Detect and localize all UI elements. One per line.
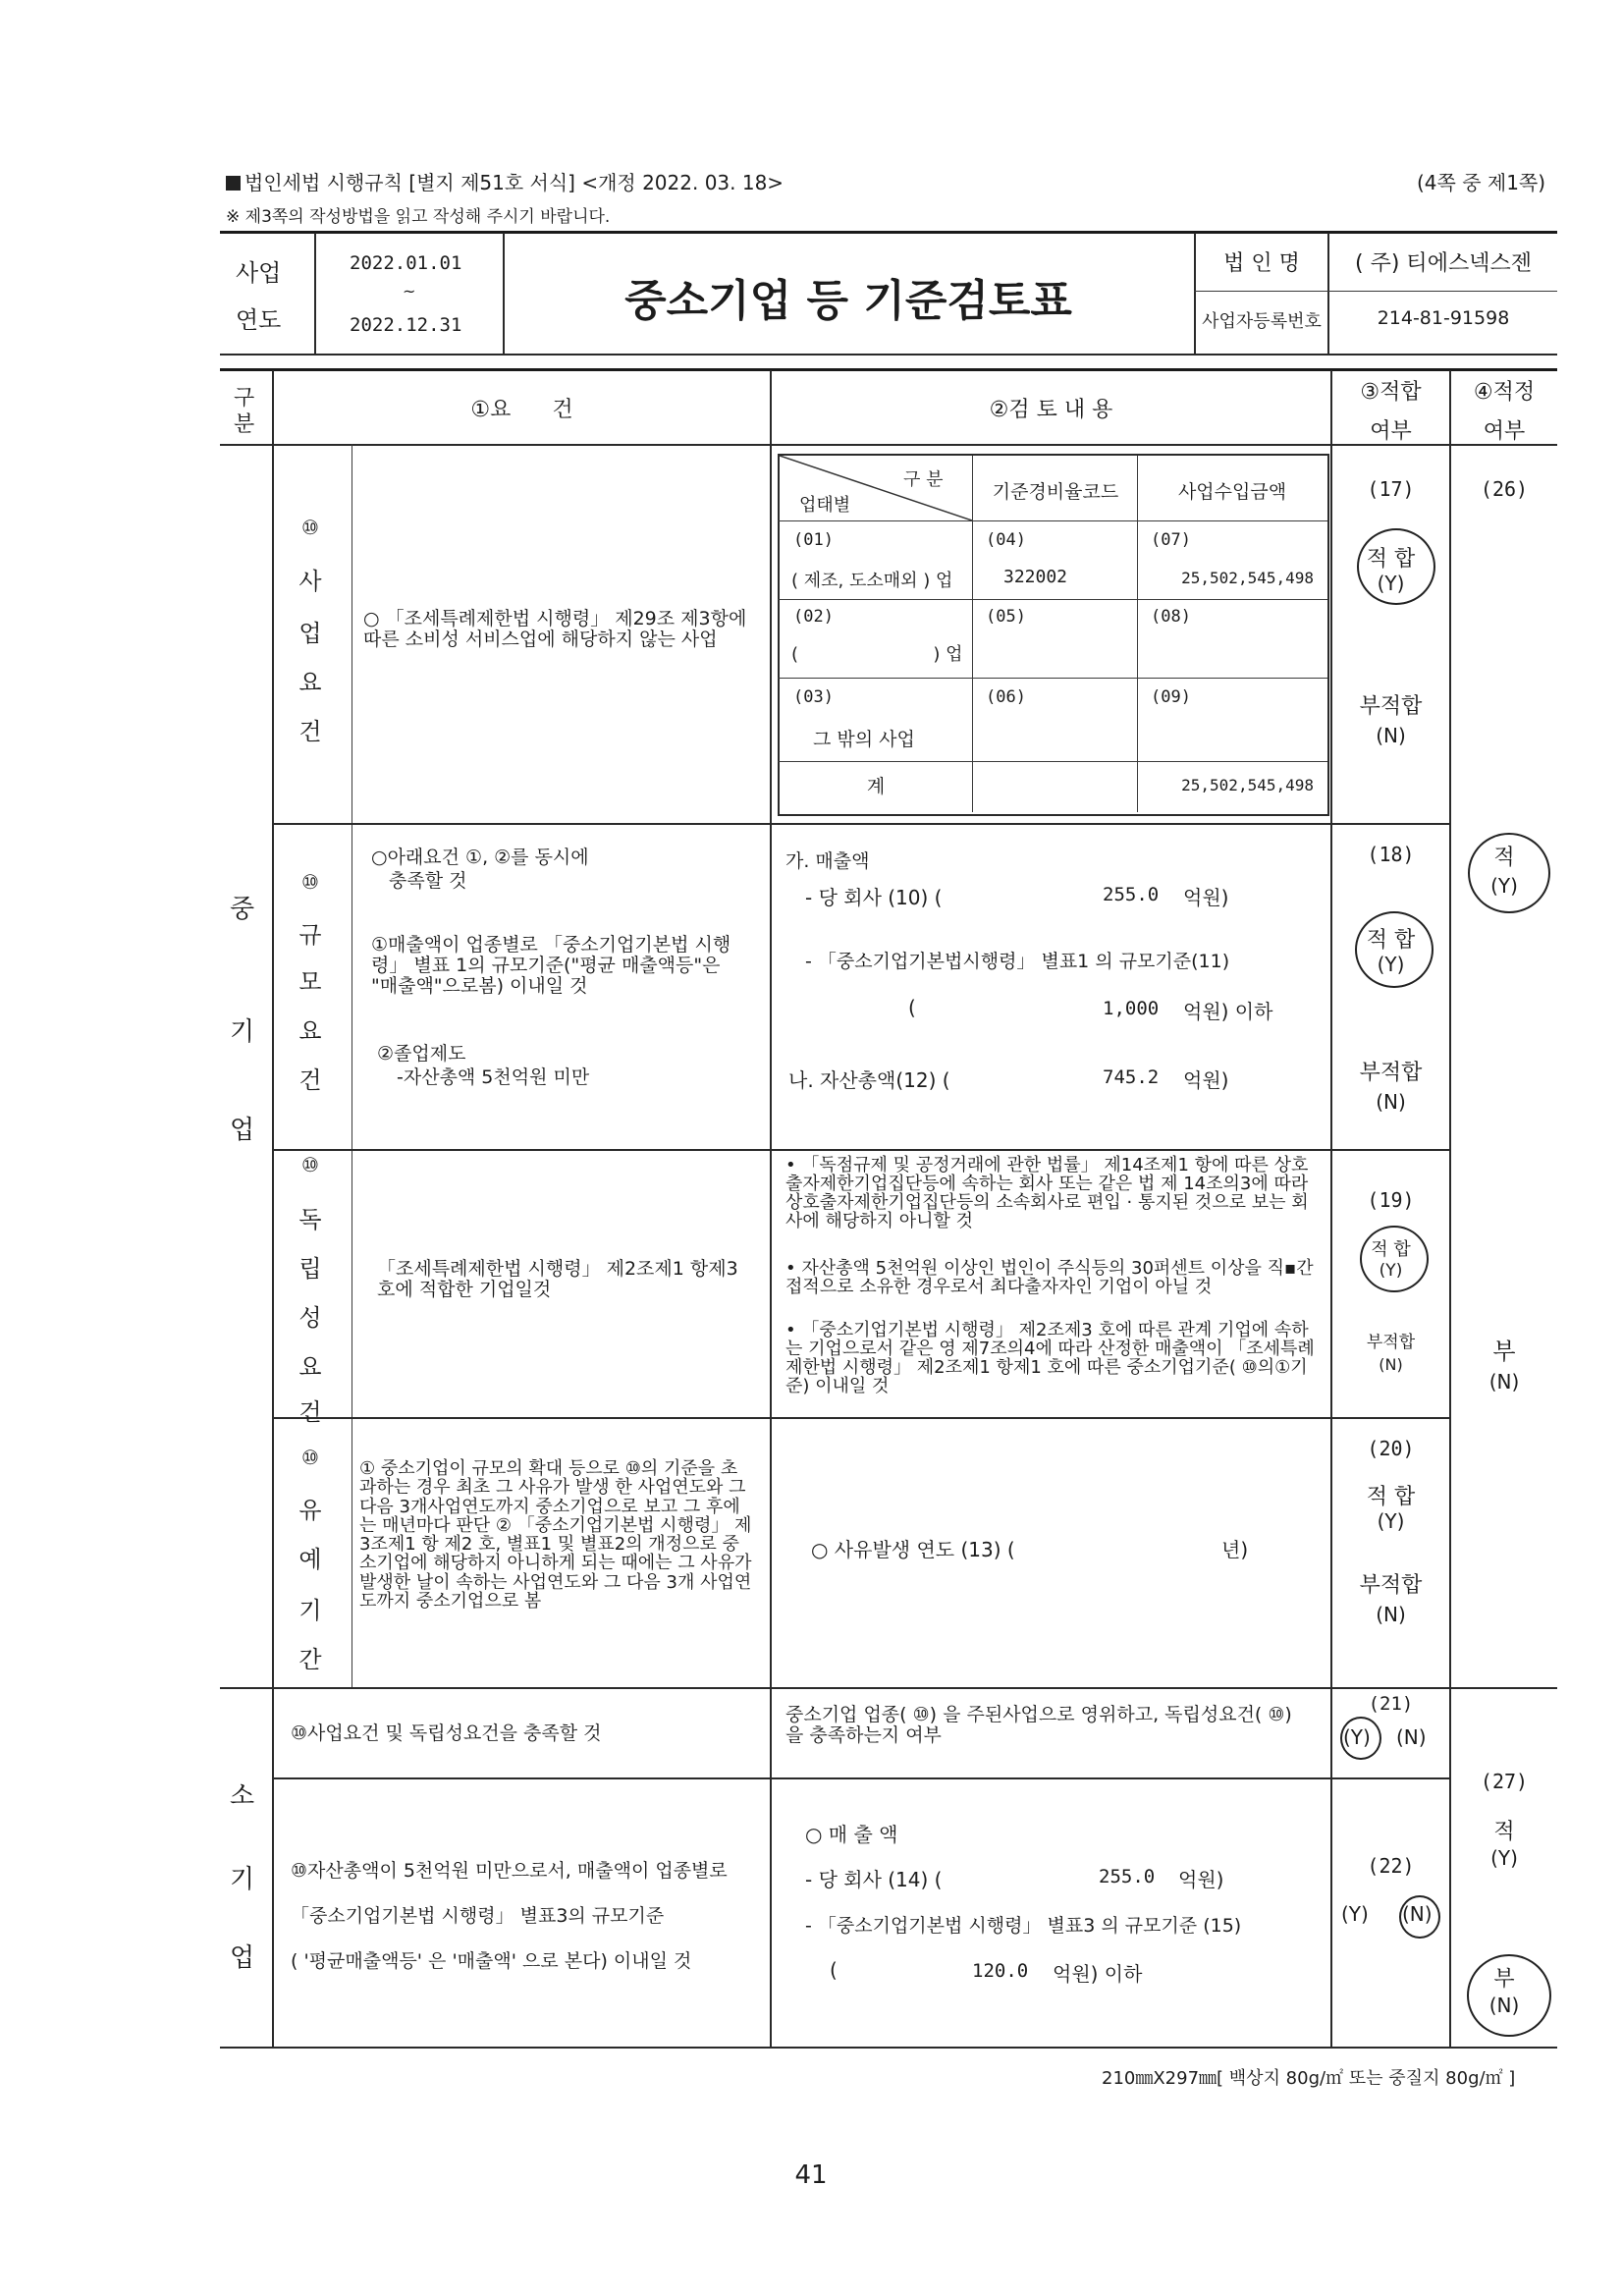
year-label: 연도 — [236, 306, 282, 334]
review-item: - 당 회사 (14) ( — [805, 1868, 943, 1891]
divider — [778, 678, 1327, 679]
proper-code: (27) — [1480, 1770, 1529, 1793]
review-clause: • 「독점규제 및 공정거래에 관한 법률」 제14조제1 항에 따른 상호출자제한기업집단등에 속하는 회사 또는 같은 법 제 14조의3에 따라 상호출자제한기업집단등의 소속회사로 편입 · 통지된 것으로 보는 회사에 해당하지 아니할 것 — [785, 1155, 1309, 1231]
fit-no: 부적합 — [1366, 1333, 1416, 1352]
form-prefix-text: 법인세법 시행규칙 [별지 제51호 서식] <개정 2022. 03. 18> — [244, 171, 784, 194]
fit-code: (20) — [1367, 1437, 1415, 1460]
paper-spec: 210㎜X297㎜[ 백상지 80g/㎡ 또는 중질지 80g/㎡ ] — [1102, 2068, 1516, 2089]
fit-yes-code: (Y) — [1377, 953, 1405, 976]
proper-no-code: (N) — [1488, 1370, 1520, 1394]
row-code: (08) — [1151, 607, 1191, 627]
requirement-text: 「중소기업기본법 시행령」 별표3의 규모기준 — [291, 1905, 665, 1927]
requirement-text: ①매출액이 업종별로 「중소기업기본법 시행령」 별표 1의 규모기준("평균 매출액등"은 "매출액"으로봄) 이내일 것 — [371, 934, 731, 997]
page-number: 41 — [794, 2160, 828, 2190]
section-char: 요 — [298, 1017, 322, 1045]
requirement-text: ( '평균매출액등' 은 '매출액' 으로 본다) 이내일 것 — [291, 1950, 692, 1972]
fit-code: (19) — [1367, 1188, 1415, 1212]
divider — [778, 520, 1327, 521]
section-char: 독 — [298, 1206, 322, 1233]
section-char: 간 — [298, 1646, 322, 1673]
row-divider — [272, 1777, 1449, 1779]
page-indicator: (4쪽 중 제1쪽) — [1417, 171, 1546, 194]
review-text: 중소기업 업종( ⑩) 을 주된사업으로 영위하고, 독립성요건( ⑩) 을 충족하는지 여부 — [785, 1704, 1292, 1746]
section-char: 업 — [298, 620, 322, 647]
company-revenue: 255.0 — [1099, 1866, 1156, 1887]
fit-yes-code: (Y) — [1341, 1902, 1369, 1926]
proper-no: 부 — [1493, 1967, 1515, 1992]
review-item: 나. 자산총액(12) ( — [788, 1068, 950, 1092]
small-biz-label-char: 기 — [230, 1865, 255, 1894]
proper-no: 부 — [1492, 1338, 1516, 1365]
review-item: ○ 사유발생 연도 (13) ( — [811, 1538, 1015, 1561]
row-code: (02) — [793, 607, 834, 627]
fit-yes-code: (Y) — [1343, 1725, 1371, 1749]
total-assets: 745.2 — [1103, 1066, 1160, 1088]
date-end: 2022.12.31 — [350, 314, 462, 336]
review-unit: 억원) — [1178, 1868, 1224, 1891]
inner-code-header: 기준경비율코드 — [992, 481, 1119, 503]
proper-yes: 적 — [1493, 846, 1515, 870]
sme-label-char: 중 — [230, 895, 255, 924]
row-code: (09) — [1151, 687, 1191, 707]
page-title: 중소기업 등 기준검토표 — [624, 276, 1072, 326]
reg-no-label: 사업자등록번호 — [1202, 311, 1322, 332]
review-header: ②검 토 내 용 — [989, 398, 1113, 422]
divider — [972, 456, 973, 812]
requirement-header: ①요 건 — [470, 398, 573, 422]
small-biz-label-char: 소 — [230, 1781, 255, 1811]
section-char: 요 — [298, 1353, 322, 1381]
section-char: 모 — [298, 968, 322, 996]
divider — [1137, 456, 1138, 812]
revenue-amount: 25,502,545,498 — [1181, 569, 1314, 587]
review-item: - 「중소기업기본법 시행령」 별표3 의 규모기준 (15) — [805, 1915, 1242, 1937]
fit-header: ③적합 — [1360, 380, 1422, 405]
section-char: 요 — [298, 669, 322, 696]
requirement-text: 「조세특례제한법 시행령」 제2조제1 항제3 호에 적합한 기업일것 — [377, 1258, 738, 1300]
row-code: (07) — [1151, 530, 1191, 550]
proper-code: (26) — [1480, 477, 1529, 501]
divider — [778, 599, 1327, 600]
date-start: 2022.01.01 — [350, 252, 462, 274]
review-unit: 년) — [1221, 1538, 1249, 1561]
small-biz-label-char: 업 — [230, 1943, 255, 1973]
requirement-intro: 충족할 것 — [389, 870, 467, 892]
date-tilde: ~ — [403, 282, 416, 301]
divider — [1449, 370, 1451, 2047]
fit-yes-code: (Y) — [1377, 572, 1405, 595]
fit-no-code: (N) — [1376, 1603, 1406, 1626]
fit-no: 부적합 — [1359, 1573, 1423, 1598]
proper-header: 여부 — [1483, 419, 1526, 444]
divider — [314, 233, 316, 354]
review-open: ( — [908, 996, 916, 1019]
review-clause: • 자산총액 5천억원 이상인 법인이 주식등의 30퍼센트 이상을 직▪간접적으로 소유한 경우로서 최다출자자인 기업이 아닐 것 — [785, 1258, 1314, 1297]
fit-code: (21) — [1368, 1693, 1414, 1715]
divider — [1194, 291, 1557, 292]
row-divider — [272, 1149, 1449, 1151]
review-item: - 「중소기업기본법시행령」 별표1 의 규모기준(11) — [805, 951, 1230, 972]
review-unit: 억원) — [1183, 1068, 1229, 1092]
standard-revenue: 120.0 — [972, 1960, 1029, 1982]
row-code: (06) — [986, 687, 1026, 707]
corp-name: ( 주) 티에스넥스젠 — [1355, 251, 1532, 276]
row-industry: 그 밖의 사업 — [813, 729, 915, 750]
fit-code: (22) — [1367, 1854, 1415, 1878]
row-code: (03) — [793, 687, 834, 707]
inner-corner-bottom: 업태별 — [799, 495, 851, 516]
review-open: ( — [830, 1958, 838, 1982]
inner-corner-top: 구 분 — [903, 469, 944, 490]
review-item: ○ 매 출 액 — [805, 1823, 898, 1846]
fit-no-code: (N) — [1376, 1090, 1406, 1114]
requirement-text: ⑩사업요건 및 독립성요건을 충족할 것 — [291, 1722, 602, 1744]
row-divider — [272, 1417, 1449, 1419]
proper-yes-code: (Y) — [1490, 1846, 1518, 1870]
sme-label-char: 업 — [230, 1116, 255, 1145]
year-label: 사업 — [236, 259, 282, 287]
expense-rate-code: 322002 — [1003, 567, 1068, 587]
proper-no-code: (N) — [1488, 1994, 1520, 2017]
fit-header: 여부 — [1370, 419, 1412, 444]
review-clause: • 「중소기업기본법 시행령」 제2조제3 호에 따른 관계 기업에 속하는 기업으로서 같은 영 제7조의4에 따라 산정한 매출액이 「조세특례제한법 시행령」 제2조제1 항제1 호에 따른 중소기업기준( ⑩의①기준) 이내일 것 — [785, 1320, 1315, 1396]
section-char: 립 — [298, 1255, 322, 1283]
instruction-note: ※ 제3쪽의 작성방법을 읽고 작성해 주시기 바랍니다. — [226, 207, 611, 227]
proper-header: ④적정 — [1473, 380, 1536, 405]
row-industry: ( ) 업 — [791, 644, 963, 665]
fit-yes-code: (Y) — [1379, 1261, 1403, 1281]
row-divider — [272, 823, 1449, 825]
requirement-text: ① 중소기업이 규모의 확대 등으로 ⑩의 기준을 초과하는 경우 최초 그 사유가 발생 한 사업연도와 그 다음 3개사업연도까지 중소기업으로 보고 그 후에는 매년마다 판단 ② 「중소기업기본법 시행령」 제3조제1 항 제2 호, 별표1 및 별표2의 개정으로 중소기업에 해당하지 아니하게 되는 때에는 그 사유가 발생한 날이 속하는 사업연도와 그 다음 3개 사업연도까지 중소기업으로 봄 — [359, 1458, 752, 1612]
section-char: 기 — [298, 1597, 322, 1624]
section-number: ⑩ — [301, 1446, 319, 1469]
category-header: 구 — [234, 386, 255, 410]
fit-no-code: (N) — [1379, 1355, 1403, 1374]
total-label: 계 — [866, 776, 886, 797]
top-border — [220, 231, 1557, 234]
divider — [272, 370, 274, 2047]
divider — [778, 761, 1327, 762]
fit-code: (18) — [1367, 843, 1415, 866]
reg-no: 214-81-91598 — [1377, 307, 1510, 329]
total-amount: 25,502,545,498 — [1181, 776, 1314, 794]
fit-yes: 적 합 — [1366, 547, 1416, 572]
divider — [770, 370, 772, 2047]
requirement-text: ②졸업제도 — [377, 1043, 466, 1065]
fit-no-code: (N) — [1396, 1725, 1427, 1749]
category-header: 분 — [234, 412, 255, 437]
corp-name-label: 법 인 명 — [1223, 251, 1300, 276]
review-unit: 억원) — [1183, 886, 1229, 909]
section-char: 규 — [298, 921, 322, 949]
fit-no: 부적합 — [1359, 694, 1423, 719]
sme-label-char: 기 — [230, 1017, 255, 1047]
fit-yes: 적 합 — [1366, 928, 1416, 953]
section-char: 사 — [298, 568, 322, 595]
proper-yes: 적 — [1493, 1820, 1515, 1844]
fit-yes-code: (Y) — [1377, 1509, 1405, 1533]
requirement-text: -자산총액 5천억원 미만 — [397, 1066, 590, 1088]
table-bottom-border — [220, 2047, 1557, 2049]
fit-yes: 적 합 — [1366, 1485, 1416, 1509]
row-industry: ( 제조, 도소매외 ) 업 — [791, 571, 953, 591]
section-number: ⑩ — [301, 870, 319, 894]
row-code: (04) — [986, 530, 1026, 550]
review-unit: 억원) 이하 — [1053, 1962, 1143, 1986]
row-code: (05) — [986, 607, 1026, 627]
fit-no: 부적합 — [1359, 1061, 1423, 1085]
section-char: 건 — [298, 718, 322, 745]
requirement-intro: ○아래요건 ①, ②를 동시에 — [371, 847, 589, 868]
requirement-text: ⑩자산총액이 5천억원 미만으로서, 매출액이 업종별로 — [291, 1860, 728, 1882]
form-prefix — [226, 167, 784, 195]
section-char: 예 — [298, 1546, 322, 1573]
section-char: 유 — [298, 1497, 322, 1524]
fit-yes: 적 합 — [1371, 1239, 1411, 1260]
company-revenue: 255.0 — [1103, 884, 1160, 905]
row-divider — [220, 1687, 1557, 1689]
section-number: ⑩ — [301, 1153, 319, 1176]
top-box-bottom — [220, 354, 1557, 355]
section-number: ⑩ — [301, 516, 319, 539]
table-top-border — [220, 368, 1557, 371]
section-char: 성 — [298, 1304, 322, 1332]
section-char: 건 — [298, 1398, 322, 1426]
fit-code: (17) — [1367, 477, 1415, 501]
inner-revenue-header: 사업수입금액 — [1177, 481, 1287, 503]
square-bullet-icon — [226, 176, 241, 191]
fit-no-code: (N) — [1376, 724, 1406, 747]
review-item: 가. 매출액 — [785, 850, 870, 872]
standard-revenue: 1,000 — [1103, 998, 1160, 1019]
requirement-text: ○ 「조세특례제한법 시행령」 제29조 제3항에 따른 소비성 서비스업에 해당하지 않는 사업 — [363, 608, 747, 650]
review-unit: 억원) 이하 — [1183, 1000, 1273, 1023]
proper-yes-code: (Y) — [1490, 874, 1518, 898]
row-code: (01) — [793, 530, 834, 550]
review-item: - 당 회사 (10) ( — [805, 886, 943, 909]
fit-no-code: (N) — [1402, 1902, 1433, 1926]
section-char: 건 — [298, 1066, 322, 1094]
